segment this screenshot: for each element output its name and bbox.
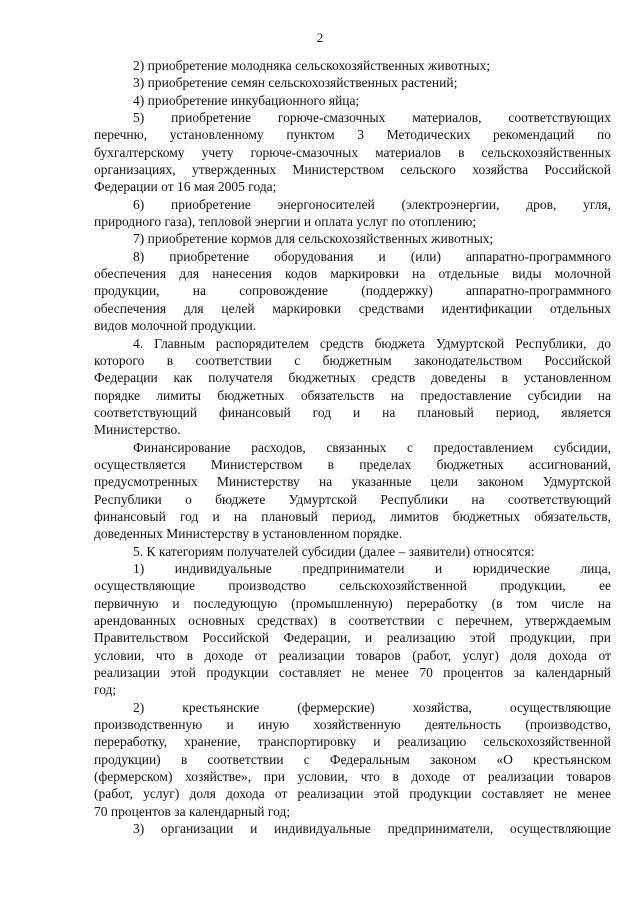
text-line: предусмотренных Министерству на указанные цели законом Удмуртской	[94, 474, 611, 490]
text-line: 4. Главным распорядителем средств бюджета Удмуртской Республики, до	[133, 335, 611, 351]
text-line: обеспечения для целей маркировки средствами идентификации отдельных	[94, 300, 611, 316]
document-body	[94, 57, 611, 837]
text-line: 2) приобретение молодняка сельскохозяйственных животных;	[133, 58, 491, 73]
text-line: Федерации как получателя бюджетных средств доведены в установленном	[94, 370, 611, 386]
text-line: продукции, на сопровождение (поддержку) аппаратно-программного	[94, 283, 611, 299]
text-line: 8) приобретение оборудования и (или) аппаратно-программного	[133, 248, 611, 264]
text-line: производственную и иную хозяйственную деятельность (производство,	[94, 717, 611, 733]
text-line: Правительством Российской Федерации, и реализацию этой продукции, при	[94, 630, 611, 646]
text-line: перечню, установленному пунктом 3 Методических рекомендаций по	[94, 127, 611, 143]
text-line: доведенных Министерству в установленном порядке.	[94, 526, 403, 542]
text-line: (фермерском) хозяйстве», при условии, что в доходе от реализации товаров	[94, 769, 611, 785]
text-line: 7) приобретение кормов для сельскохозяйственных животных;	[133, 231, 494, 247]
text-line: Министерство.	[94, 422, 181, 438]
text-line: Федерации от 16 мая 2005 года;	[94, 179, 277, 195]
text-line: первичную и последующую (промышленную) переработку (в том числе на	[94, 595, 611, 611]
text-line: реализации этой продукции составляет не менее 70 процентов за календарный	[94, 665, 611, 681]
text-line: которого в соответствии с бюджетным законодательством Российской	[94, 352, 611, 368]
text-line: осуществляется Министерством в пределах бюджетных ассигнований,	[94, 456, 611, 472]
text-line: бухгалтерскому учету горюче-смазочных материалов в сельскохозяйственных	[94, 144, 611, 160]
text-line: (работ, услуг) доля дохода от реализации этой продукции составляет не менее	[94, 786, 611, 802]
text-line: условии, что в доходе от реализации товаров (работ, услуг) доля дохода от	[94, 647, 611, 663]
text-line: 5) приобретение горюче-смазочных материалов, соответствующих	[133, 110, 611, 126]
text-line: организациях, утвержденных Министерством сельского хозяйства Российской	[94, 162, 611, 178]
text-line: 2) крестьянские (фермерские) хозяйства, осуществляющие	[133, 699, 611, 715]
page-number: 2	[316, 30, 324, 45]
text-line: 3) приобретение семян сельскохозяйственных растений;	[133, 75, 458, 91]
text-line: год;	[94, 682, 117, 698]
text-line: обеспечения для нанесения кодов маркировки на отдельные виды молочной	[94, 266, 611, 282]
text-line: видов молочной продукции.	[94, 318, 257, 334]
text-line: арендованных основных средствах) в соответствии с перечнем, утверждаемым	[94, 613, 611, 628]
text-line: продукции) в соответствии с Федеральным законом «О крестьянском	[94, 751, 611, 767]
text-line: 70 процентов за календарный год;	[94, 803, 291, 819]
text-line: 5. К категориям получателей субсидии (далее – заявители) относятся:	[133, 543, 535, 559]
text-line: Республики о бюджете Удмуртской Республики на соответствующий	[94, 491, 611, 507]
text-line: природного газа), тепловой энергии и оплата услуг по отоплению;	[94, 214, 477, 230]
text-line: 3) организации и индивидуальные предприниматели, осуществляющие	[133, 821, 611, 837]
text-line: Финансирование расходов, связанных с предоставлением субсидии,	[133, 439, 611, 455]
text-line: 6) приобретение энергоносителей (электроэнергии, дров, угля,	[133, 196, 611, 212]
text-line: порядке лимиты бюджетных обязательств на предоставление субсидии на	[94, 387, 611, 403]
text-line: финансовый год и на плановый период, лимитов бюджетных обязательств,	[94, 508, 611, 524]
text-line: осуществляющие производство сельскохозяйственной продукции, ее	[94, 578, 611, 594]
text-line: соответствующий финансовый год и на плановый период, является	[94, 404, 611, 420]
text-line: 4) приобретение инкубационного яйца;	[133, 92, 360, 108]
text-line: 1) индивидуальные предприниматели и юридические лица,	[133, 560, 611, 576]
text-line: переработку, хранение, транспортировку и реализацию сельскохозяйственной	[94, 734, 611, 750]
